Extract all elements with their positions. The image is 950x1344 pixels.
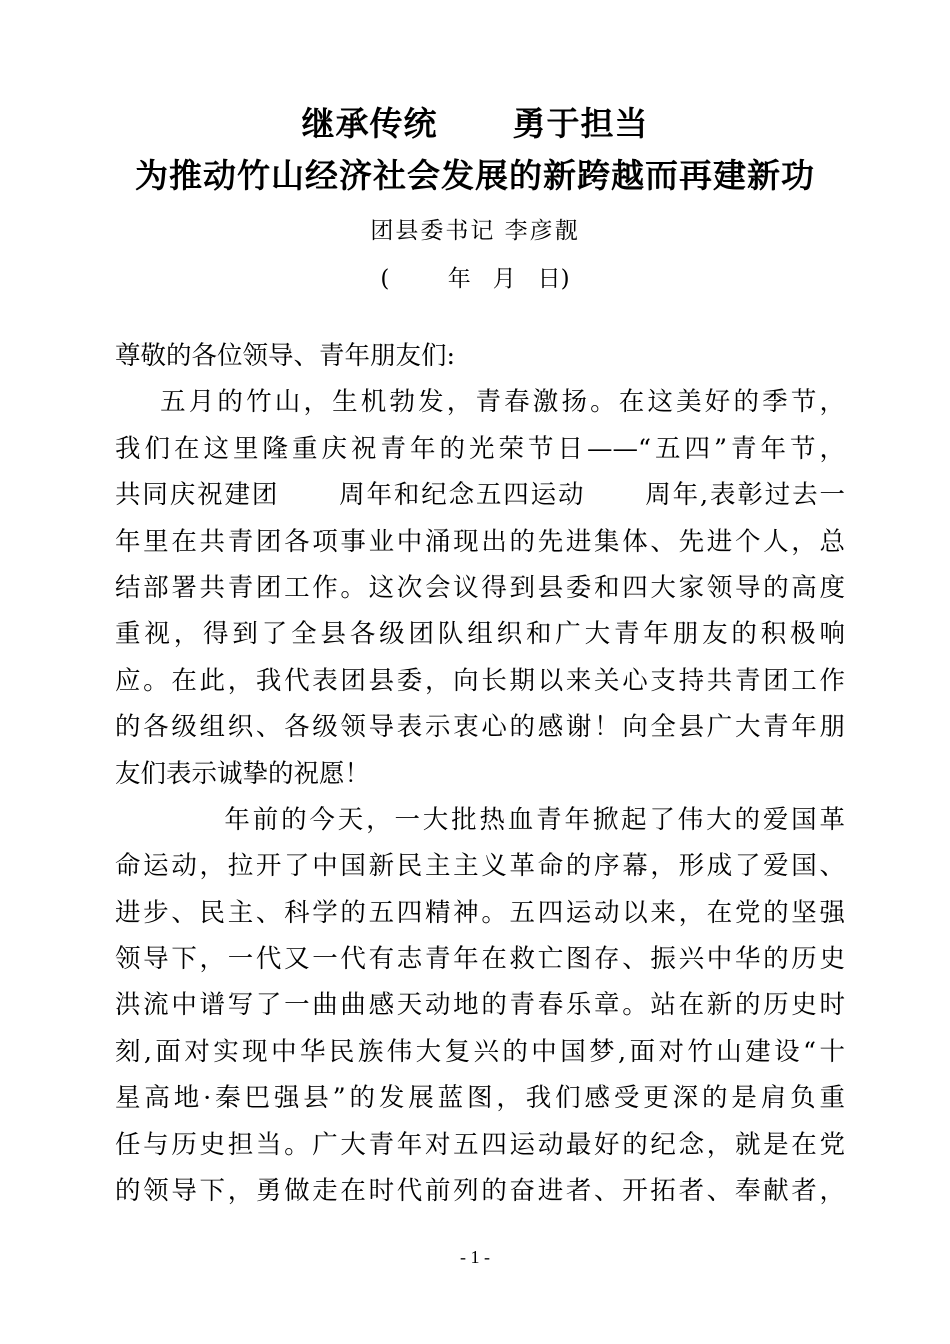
author-line: 团县委书记 李彦靓: [370, 218, 580, 244]
body-line: 我们在这里隆重庆祝青年的光荣节日——“五四”青年节，: [115, 433, 845, 464]
body-line: 五月的竹山，生机勃发，青春激扬。在这美好的季节，: [115, 387, 845, 418]
body-line: 命运动，拉开了中国新民主主义革命的序幕，形成了爱国、: [115, 851, 845, 882]
title-line-2: 为推动竹山经济社会发展的新跨越而再建新功: [135, 156, 815, 195]
body-line: 领导下，一代又一代有志青年在救亡图存、振兴中华的历史: [115, 944, 845, 975]
body-line: 重视，得到了全县各级团队组织和广大青年朋友的积极响: [115, 619, 845, 650]
body-line: 任与历史担当。广大青年对五四运动最好的纪念，就是在党: [115, 1129, 845, 1160]
title-line-1: 继承传统 勇于担当: [301, 104, 649, 143]
body-line: 尊敬的各位领导、青年朋友们:: [115, 341, 456, 371]
page-number: - 1 -: [460, 1247, 490, 1267]
body-line: 洪流中谱写了一曲曲感天动地的青春乐章。站在新的历史时: [115, 990, 845, 1021]
body-line: 的领导下，勇做走在时代前列的奋进者、开拓者、奉献者，: [115, 1176, 845, 1207]
body-line: 年里在共青团各项事业中涌现出的先进集体、先进个人，总: [115, 526, 845, 557]
body-line: 应。在此，我代表团县委，向长期以来关心支持共青团工作: [115, 665, 845, 696]
body-line: 的各级组织、各级领导表示衷心的感谢！向全县广大青年朋: [115, 712, 845, 743]
body-text: [115, 333, 845, 1214]
body-line: 共同庆祝建团 周年和纪念五四运动 周年,表彰过去一: [115, 480, 845, 511]
body-line: 结部署共青团工作。这次会议得到县委和四大家领导的高度: [115, 572, 845, 603]
body-line: 刻,面对实现中华民族伟大复兴的中国梦,面对竹山建设“十: [115, 1036, 845, 1067]
body-line: 进步、民主、科学的五四精神。五四运动以来，在党的坚强: [115, 897, 845, 928]
date-line: ( 年 月 日): [380, 266, 570, 292]
body-line: 年前的今天，一大批热血青年掀起了伟大的爱国革: [115, 804, 845, 835]
body-line: 星高地·秦巴强县”的发展蓝图，我们感受更深的是肩负重: [115, 1083, 845, 1114]
body-line: 友们表示诚挚的祝愿！: [115, 758, 371, 789]
